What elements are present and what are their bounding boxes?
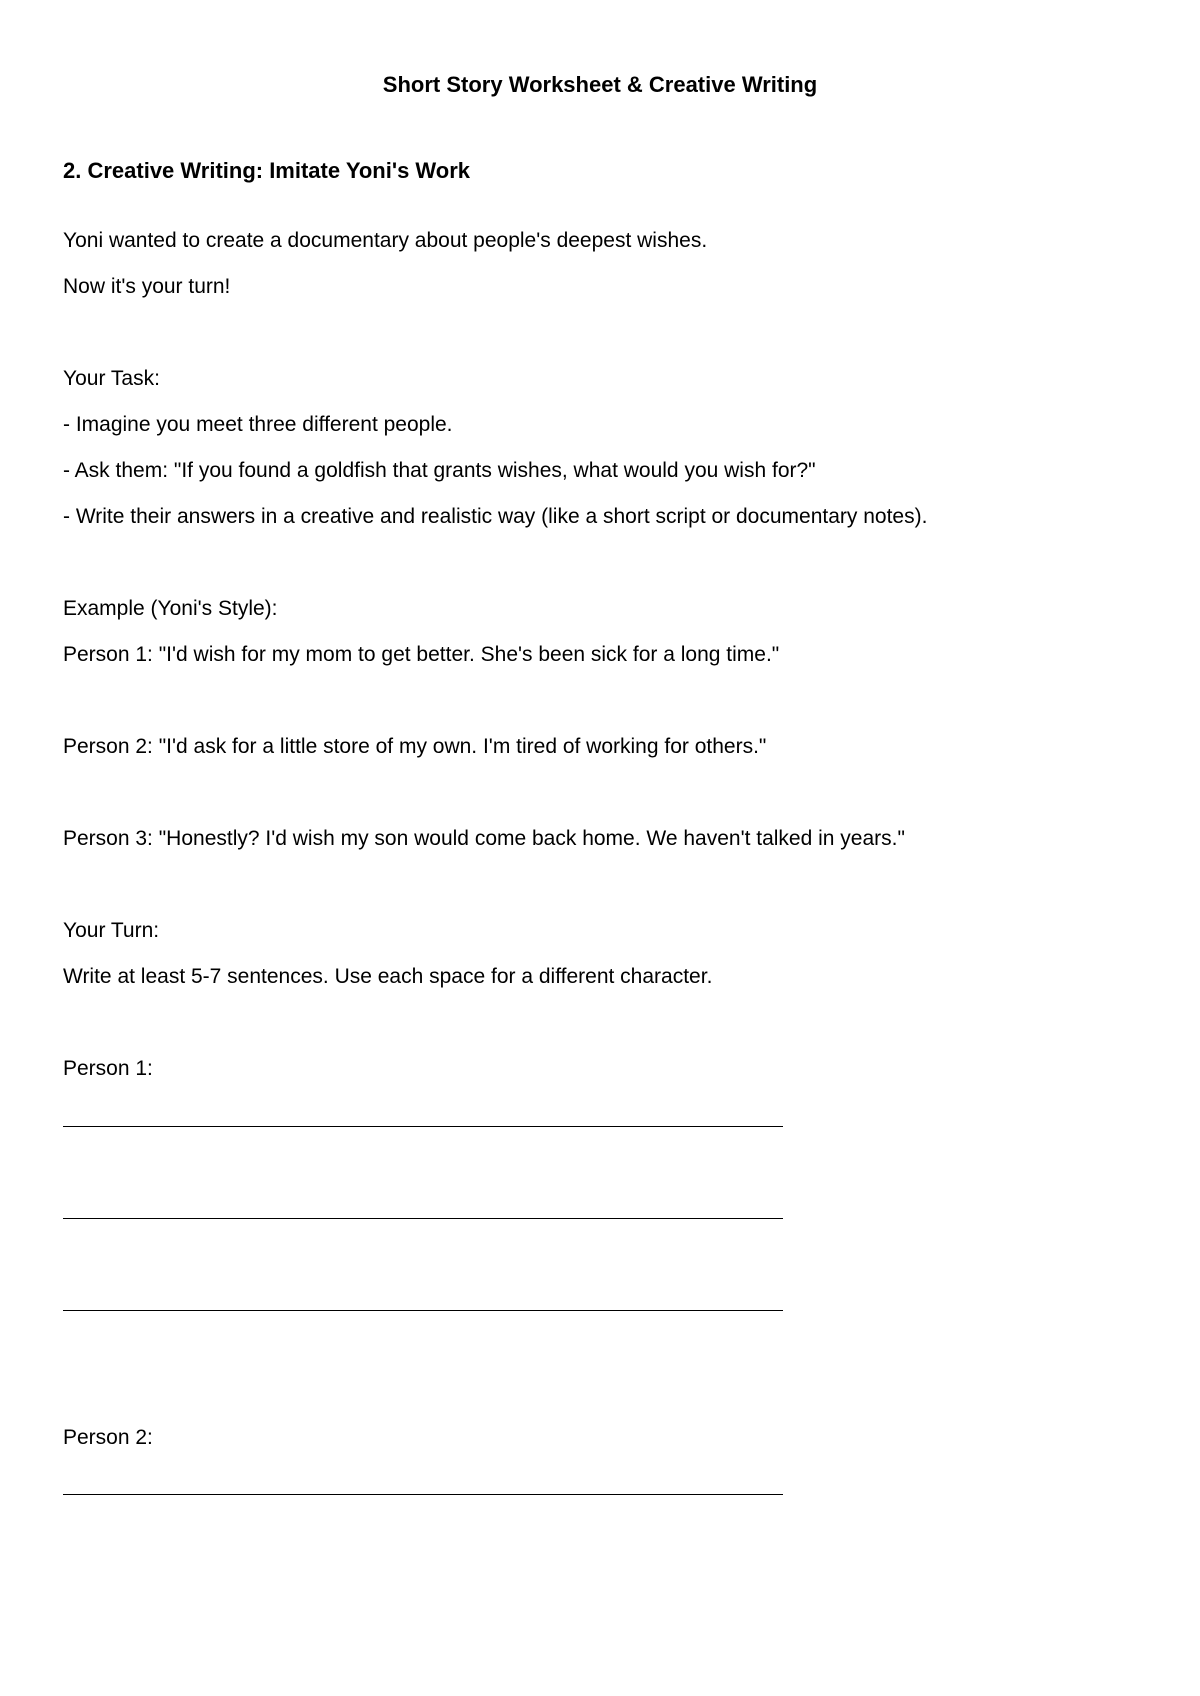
turn-line: Now it's your turn!	[63, 275, 231, 298]
example-entry: Person 1: "I'd wish for my mom to get better. She's been sick for a long time."	[63, 643, 780, 666]
writing-line[interactable]	[63, 1218, 783, 1219]
example-label: Example (Yoni's Style):	[63, 597, 278, 620]
section-heading: 2. Creative Writing: Imitate Yoni's Work	[63, 158, 471, 183]
your-turn-label: Your Turn:	[63, 919, 160, 942]
person-2-label: Person 2:	[63, 1426, 153, 1449]
your-turn-instruction: Write at least 5-7 sentences. Use each space for a different character.	[63, 965, 713, 988]
intro-text: Yoni wanted to create a documentary about people's deepest wishes.	[63, 229, 708, 252]
writing-line[interactable]	[63, 1494, 783, 1495]
example-entry: Person 2: "I'd ask for a little store of my own. I'm tired of working for others."	[63, 735, 767, 758]
page-title: Short Story Worksheet & Creative Writing	[382, 72, 818, 97]
writing-line[interactable]	[63, 1126, 783, 1127]
example-entry: Person 3: "Honestly? I'd wish my son would come back home. We haven't talked in years."	[63, 827, 905, 850]
task-item: - Imagine you meet three different people.	[63, 413, 453, 436]
task-item: - Write their answers in a creative and realistic way (like a short script or documentary notes).	[63, 505, 928, 528]
task-item: - Ask them: "If you found a goldfish that grants wishes, what would you wish for?"	[63, 459, 816, 482]
writing-line[interactable]	[63, 1310, 783, 1311]
person-1-label: Person 1:	[63, 1057, 153, 1080]
task-label: Your Task:	[63, 367, 160, 390]
